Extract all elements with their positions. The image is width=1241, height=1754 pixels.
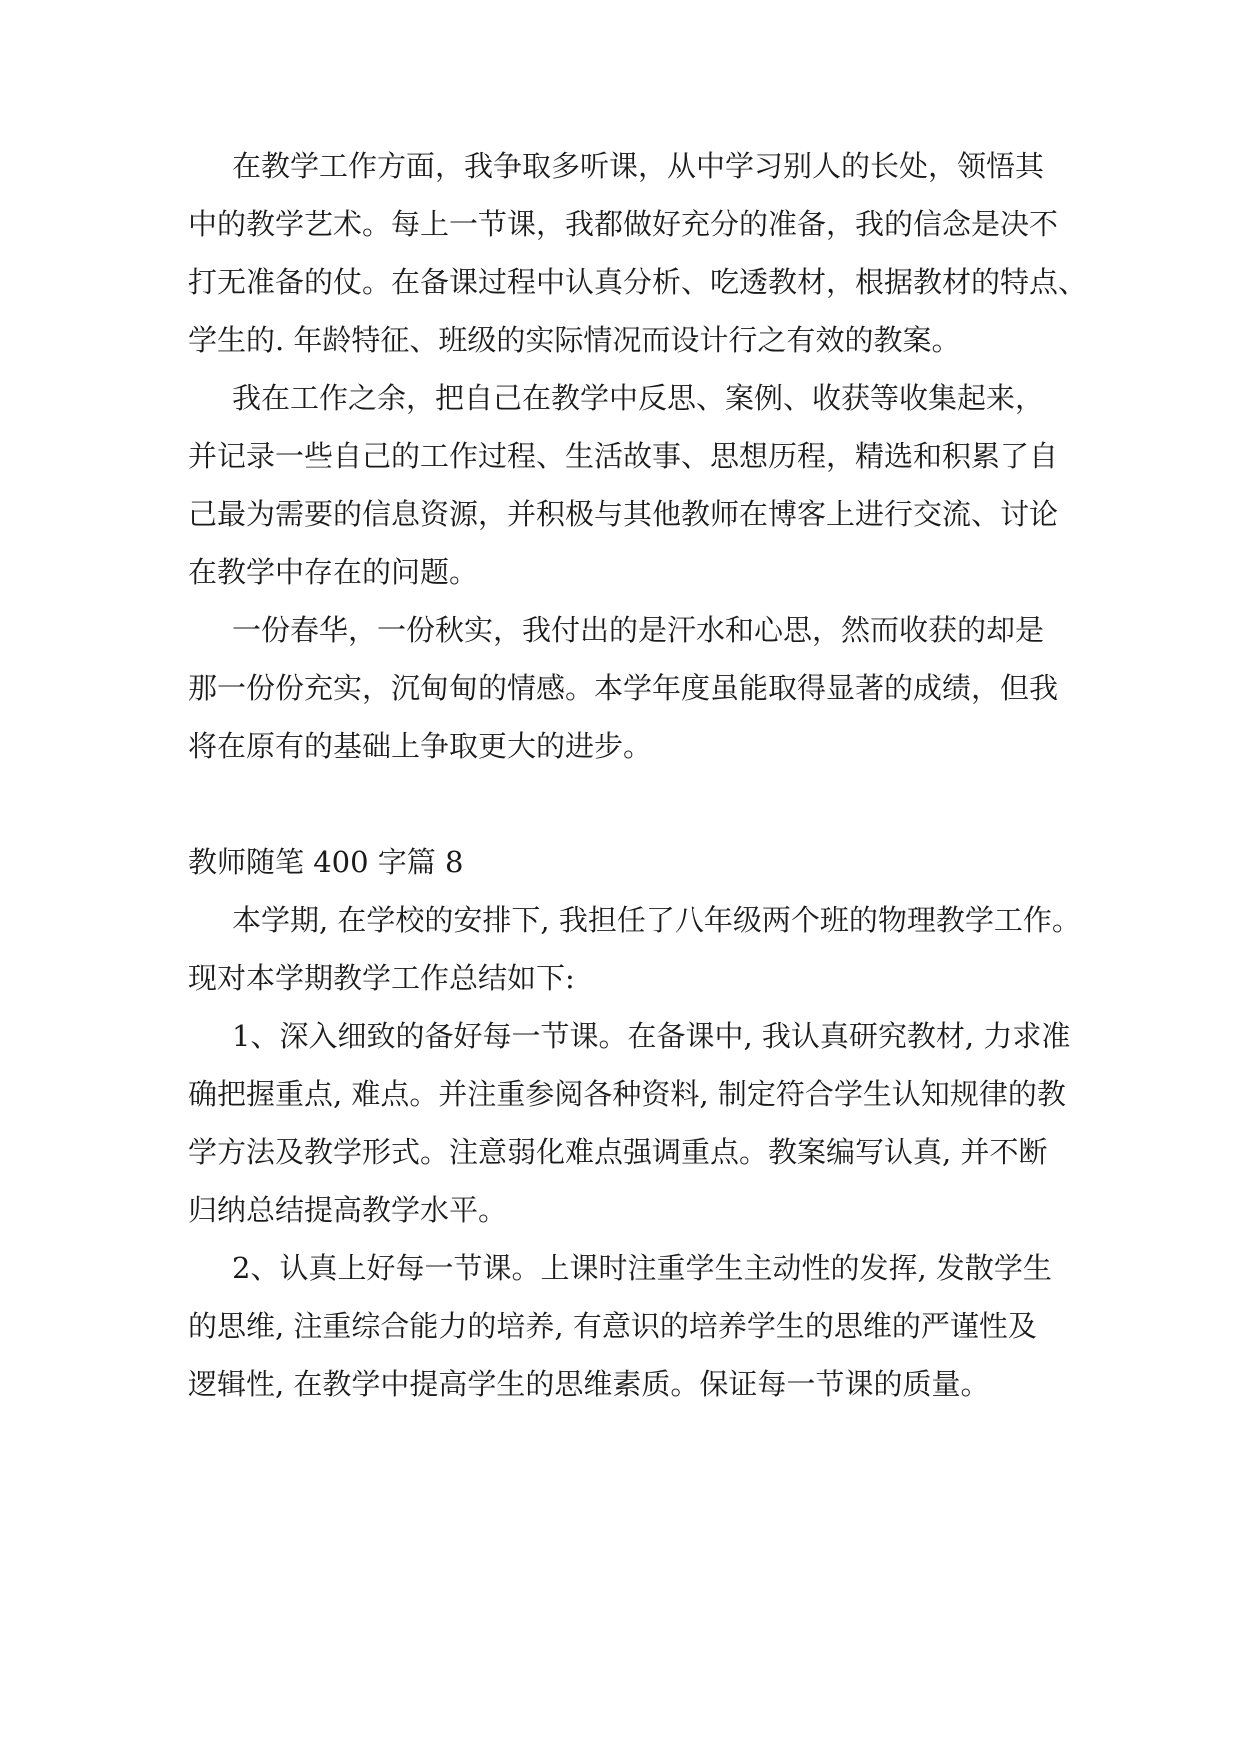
paragraph-3-line-3: 将在原有的基础上争取更大的进步。 [188,729,653,763]
paragraph-4-line-1: 本学期, 在学校的安排下, 我担任了八年级两个班的物理教学工作。 [232,903,1081,937]
paragraph-2-line-4: 在教学中存在的问题。 [188,555,479,589]
section-heading: 教师随笔 400 字篇 8 [188,845,464,879]
paragraph-5-line-4: 归纳总结提高教学水平。 [188,1193,508,1227]
paragraph-1-line-2: 中的教学艺术。每上一节课，我都做好充分的准备，我的信念是决不 [188,207,1059,241]
paragraph-1-line-1: 在教学工作方面，我争取多听课，从中学习别人的长处，领悟其 [232,149,1045,183]
paragraph-4-line-2: 现对本学期教学工作总结如下: [188,961,575,995]
paragraph-1-line-4: 学生的. 年龄特征、班级的实际情况而设计行之有效的教案。 [188,323,961,357]
paragraph-5-line-2: 确把握重点, 难点。并注重参阅各种资料, 制定符合学生认知规律的教 [188,1077,1066,1111]
paragraph-5-line-3: 学方法及教学形式。注意弱化难点强调重点。教案编写认真, 并不断 [188,1135,1048,1169]
paragraph-2-line-2: 并记录一些自己的工作过程、生活故事、思想历程，精选和积累了自 [188,439,1059,473]
paragraph-2-line-3: 己最为需要的信息资源，并积极与其他教师在博客上进行交流、讨论 [188,497,1059,531]
paragraph-2-line-1: 我在工作之余，把自己在教学中反思、案例、收获等收集起来， [232,381,1045,415]
paragraph-3-line-1: 一份春华，一份秋实，我付出的是汗水和心思，然而收获的却是 [232,613,1045,647]
paragraph-6-line-2: 的思维, 注重综合能力的培养, 有意识的培养学生的思维的严谨性及 [188,1309,1037,1343]
paragraph-1-line-3: 打无准备的仗。在备课过程中认真分析、吃透教材，根据教材的特点、 [188,265,1088,299]
paragraph-5-line-1: 1、深入细致的备好每一节课。在备课中, 我认真研究教材, 力求准 [232,1019,1071,1053]
paragraph-6-line-1: 2、认真上好每一节课。上课时注重学生主动性的发挥, 发散学生 [232,1251,1052,1285]
paragraph-3-line-2: 那一份份充实，沉甸甸的情感。本学年度虽能取得显著的成绩，但我 [188,671,1059,705]
paragraph-6-line-3: 逻辑性, 在教学中提高学生的思维素质。保证每一节课的质量。 [188,1367,990,1401]
